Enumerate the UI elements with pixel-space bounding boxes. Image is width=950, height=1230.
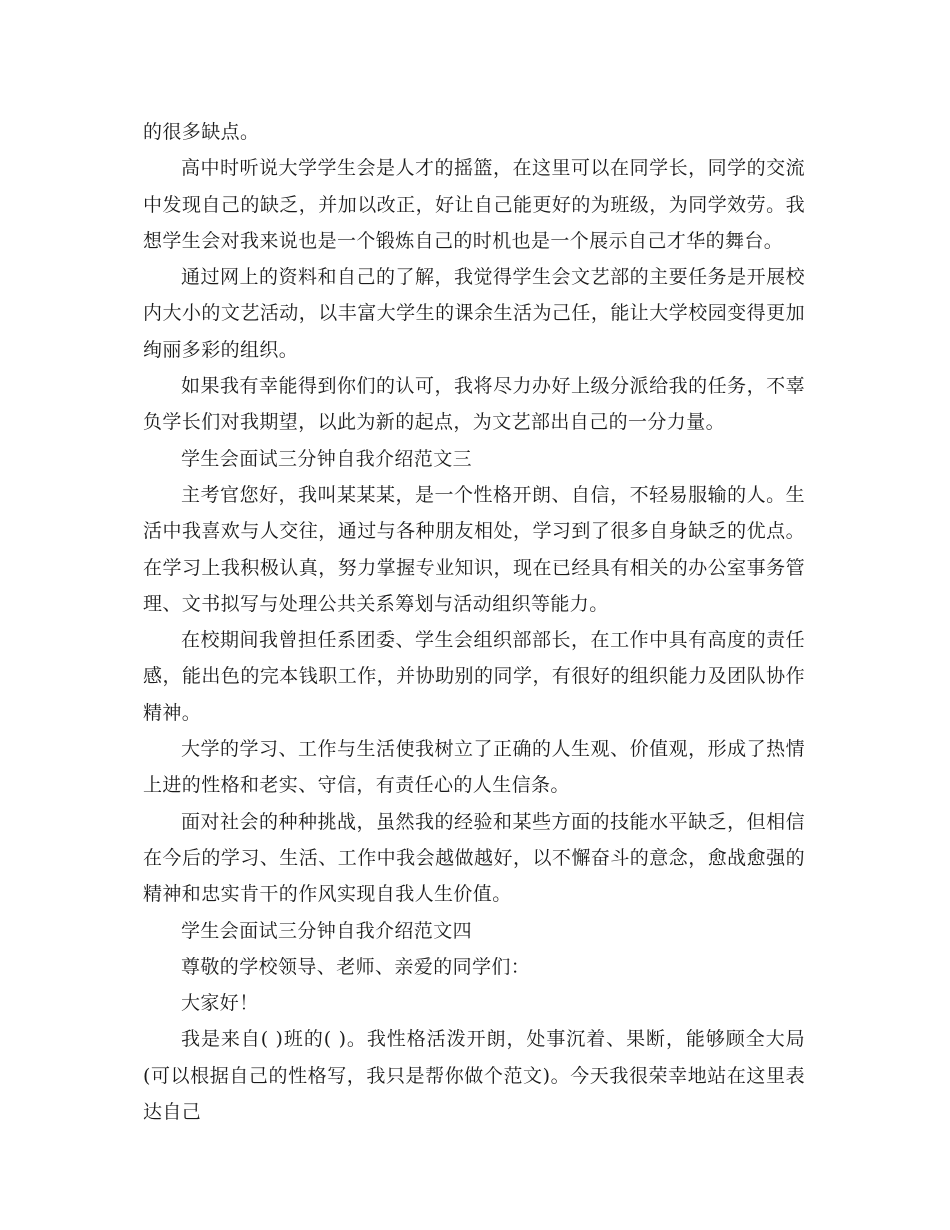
paragraph-9: 面对社会的种种挑战，虽然我的经验和某些方面的技能水平缺乏，但相信在今后的学习、生活、工作中我会越做越好，以不懈奋斗的意念，愈战愈强的精神和忠实肯干的作风实现自我人生价值。	[143, 810, 805, 906]
salutation: 尊敬的学校领导、老师、亲爱的同学们：	[181, 955, 531, 978]
section-heading-3: 学生会面试三分钟自我介绍范文三	[181, 447, 473, 470]
paragraph-13: 我是来自( )班的( )。我性格活泼开朗，处事沉着、果断，能够顾全大局(可以根据自己的性格写，我只是帮你做个范文)。今天我很荣幸地站在这里表达自己	[143, 1028, 805, 1124]
paragraph-8: 大学的学习、工作与生活使我树立了正确的人生观、价值观，形成了热情上进的性格和老实、守信，有责任心的人生信条。	[143, 738, 805, 797]
paragraph-7: 在校期间我曾担任系团委、学生会组织部部长，在工作中具有高度的责任感，能出色的完本钱职工作，并协助别的同学，有很好的组织能力及团队协作精神。	[143, 629, 805, 724]
section-heading-4: 学生会面试三分钟自我介绍范文四	[181, 919, 473, 942]
document-body	[143, 114, 805, 1130]
paragraph-4: 如果我有幸能得到你们的认可，我将尽力办好上级分派给我的任务，不辜负学长们对我期望，以此为新的起点，为文艺部出自己的一分力量。	[143, 375, 805, 434]
paragraph-6: 主考官您好，我叫某某某，是一个性格开朗、自信，不轻易服输的人。生活中我喜欢与人交往，通过与各种朋友相处，学习到了很多自身缺乏的优点。在学习上我积极认真，努力掌握专业知识，现在已经具有相关的办公室事务管理、文书拟写与处理公共关系筹划与活动组织等能力。	[143, 483, 805, 615]
paragraph-1: 的很多缺点。	[143, 121, 260, 143]
paragraph-2: 高中时听说大学学生会是人才的摇篮，在这里可以在同学长，同学的交流中发现自己的缺乏，并加以改正，好让自己能更好的为班级，为同学效劳。我想学生会对我来说也是一个锻炼自己的时机也是一个展示自己才华的舞台。	[143, 157, 805, 252]
greeting: 大家好！	[181, 992, 259, 1015]
paragraph-3: 通过网上的资料和自己的了解，我觉得学生会文艺部的主要任务是开展校内大小的文艺活动，以丰富大学生的课余生活为己任，能让大学校园变得更加绚丽多彩的组织。	[143, 266, 805, 361]
